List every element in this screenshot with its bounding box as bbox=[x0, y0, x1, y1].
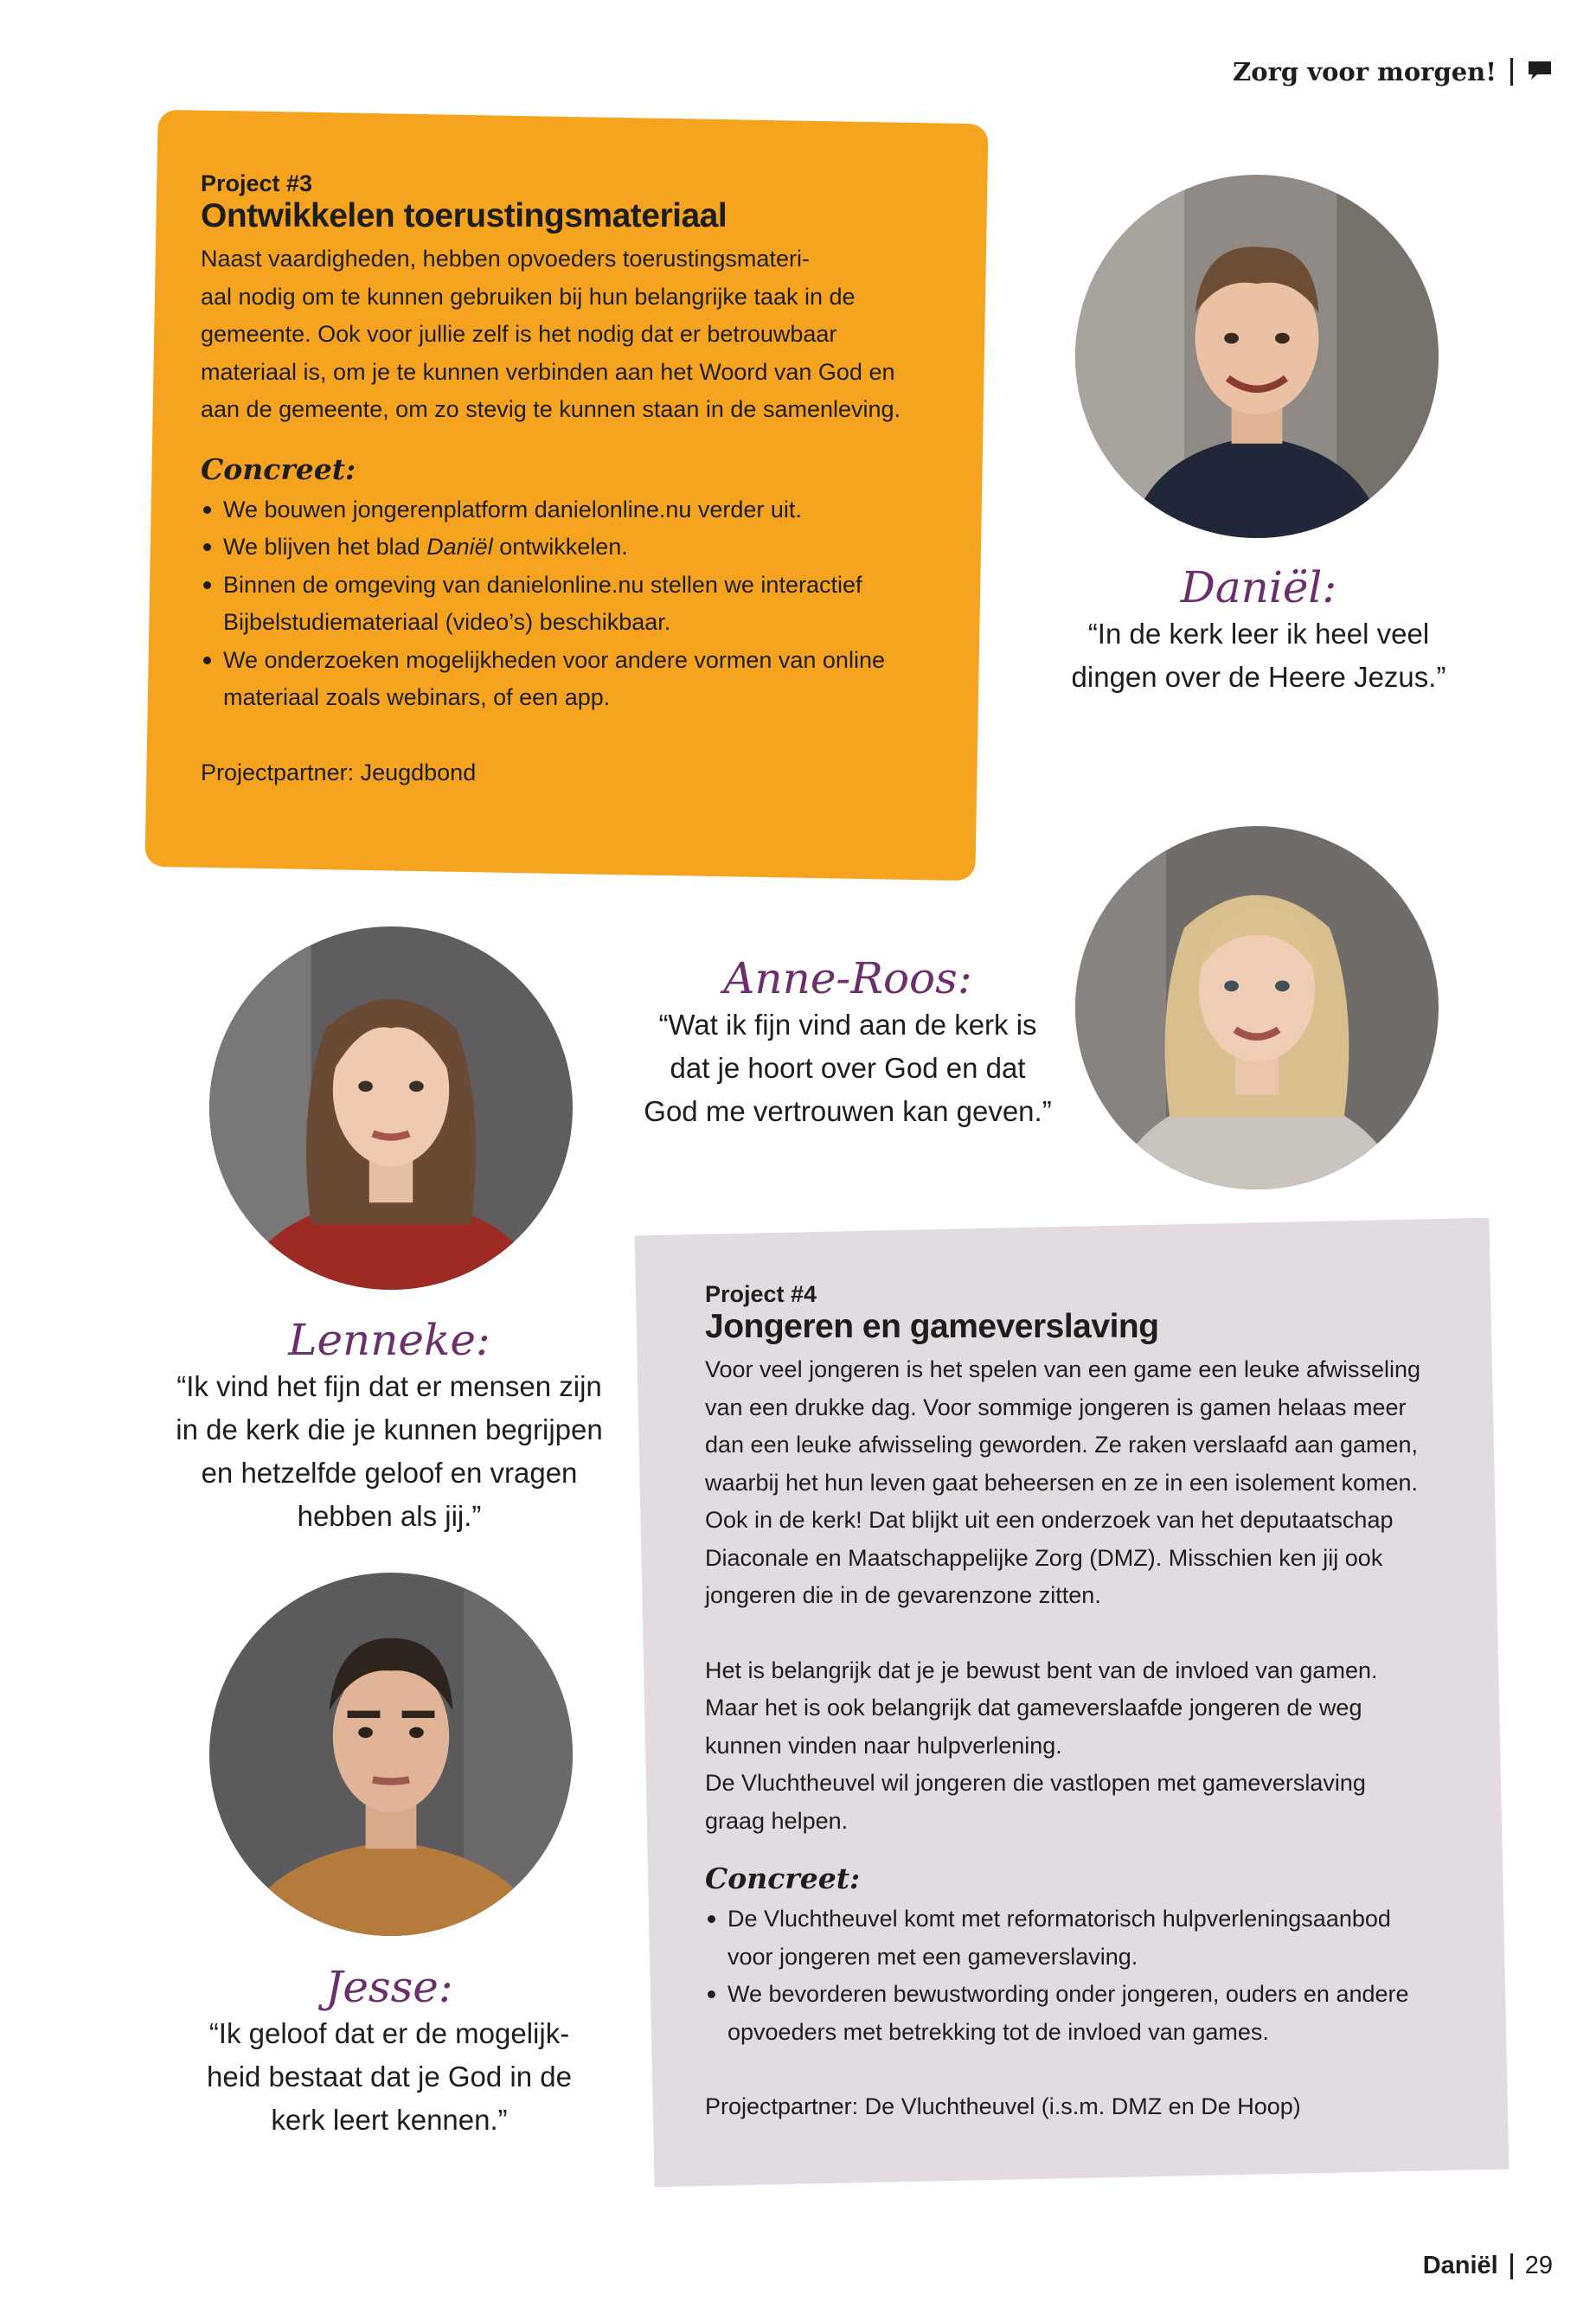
list-item: Binnen de omgeving van danielonline.nu stellen we interactief Bijbelstudiemateriaal (video’s) beschikbaar. bbox=[201, 567, 962, 642]
text-line: aan de gemeente, om zo stevig te kunnen staan in de samenleving. bbox=[201, 396, 901, 422]
photo-jesse bbox=[209, 1573, 573, 1936]
text-line: “Ik vind het fijn dat er mensen zijn bbox=[176, 1370, 602, 1402]
quote-jesse bbox=[156, 1962, 623, 2142]
text-line: Naast vaardigheden, hebben opvoeders toerustingsmateri- bbox=[201, 246, 810, 272]
project3-section bbox=[201, 170, 962, 792]
text-line: De Vluchtheuvel wil jongeren die vastlopen met gameverslaving bbox=[705, 1770, 1366, 1796]
text-line: Maar het is ook belangrijk dat gameverslaafde jongeren de weg bbox=[705, 1695, 1362, 1721]
text-line: God me vertrouwen kan geven.” bbox=[644, 1095, 1052, 1127]
text-line: “Wat ik fijn vind aan de kerk is bbox=[658, 1009, 1037, 1041]
project4-bullet-list bbox=[705, 1900, 1466, 2051]
project3-concreet-heading: Concreet: bbox=[201, 452, 356, 486]
quote-daniel bbox=[1021, 562, 1497, 699]
text-line: Ook in de kerk! Dat blijkt uit een onderzoek van het deputaatschap bbox=[705, 1507, 1394, 1533]
list-item: We bouwen jongerenplatform danielonline.nu verder uit. bbox=[201, 491, 962, 529]
speech-bubble-icon bbox=[1527, 57, 1553, 87]
text-line: kunnen vinden naar hulpverlening. bbox=[705, 1732, 1062, 1759]
text-line: van een drukke dag. Voor sommige jongeren is gamen helaas meer bbox=[705, 1394, 1407, 1420]
list-item: De Vluchtheuvel komt met reformatorisch hulpverleningsaanbod voor jongeren met een gameverslaving. bbox=[705, 1900, 1466, 1976]
project4-paragraph-1 bbox=[705, 1351, 1466, 1615]
photo-anne-roos bbox=[1075, 826, 1439, 1189]
project3-title: Ontwikkelen toerustingsmateriaal bbox=[201, 197, 727, 234]
text-line: dingen over de Heere Jezus.” bbox=[1071, 661, 1446, 693]
text-line: gemeente. Ook voor jullie zelf is het nodig dat er betrouwbaar bbox=[201, 321, 837, 347]
project3-bullet-list bbox=[201, 491, 962, 717]
text-line: jongeren die in de gevarenzone zitten. bbox=[705, 1582, 1101, 1608]
running-header-title: Zorg voor morgen! bbox=[1233, 57, 1497, 87]
footer-divider bbox=[1510, 2253, 1513, 2279]
quote-daniel-name: Daniël: bbox=[1180, 562, 1337, 612]
project4-concreet-heading: Concreet: bbox=[705, 1862, 861, 1895]
page-number: 29 bbox=[1524, 2252, 1553, 2279]
text-line: dan een leuke afwisseling geworden. Ze raken verslaafd aan gamen, bbox=[705, 1432, 1419, 1458]
text-line: graag helpen. bbox=[705, 1807, 849, 1834]
project3-partner: Projectpartner: Jeugdbond bbox=[201, 759, 477, 785]
project4-section bbox=[705, 1280, 1466, 2126]
text-line: aal nodig om te kunnen gebruiken bij hun belangrijke taak in de bbox=[201, 283, 856, 310]
text-line: dat je hoort over God en dat bbox=[670, 1052, 1026, 1084]
text-line: Het is belangrijk dat je je bewust bent van de invloed van gamen. bbox=[705, 1657, 1378, 1683]
text-line: hebben als jij.” bbox=[297, 1500, 482, 1532]
running-header bbox=[1233, 57, 1553, 87]
quote-anne-roos-name: Anne-Roos: bbox=[723, 953, 972, 1003]
photo-lenneke bbox=[209, 926, 573, 1290]
text-line: “Ik geloof dat er de mogelijk- bbox=[208, 2017, 570, 2049]
quote-anne-roos bbox=[614, 953, 1081, 1133]
header-divider bbox=[1510, 58, 1513, 86]
project4-partner: Projectpartner: De Vluchtheuvel (i.s.m. DMZ en De Hoop) bbox=[705, 2093, 1301, 2119]
list-item: We bevorderen bewustwording onder jongeren, ouders en andere opvoeders met betrekking tot de invloed van games. bbox=[705, 1976, 1466, 2051]
text-line: “In de kerk leer ik heel veel bbox=[1087, 618, 1430, 650]
quote-lenneke bbox=[156, 1315, 623, 1538]
footer-magazine-name: Daniël bbox=[1422, 2252, 1498, 2279]
project4-title: Jongeren en gameverslaving bbox=[705, 1308, 1159, 1345]
list-item: We blijven het blad Daniël ontwikkelen. bbox=[201, 529, 962, 567]
text-line: en hetzelfde geloof en vragen bbox=[201, 1457, 578, 1489]
project4-number: Project #4 bbox=[705, 1281, 817, 1307]
text-line: kerk leert kennen.” bbox=[271, 2104, 508, 2136]
project3-intro bbox=[201, 240, 962, 429]
page-footer bbox=[1423, 2252, 1553, 2280]
photo-daniel bbox=[1075, 175, 1439, 538]
list-item: We onderzoeken mogelijkheden voor andere vormen van online materiaal zoals webinars, of een app. bbox=[201, 642, 962, 717]
text-line: in de kerk die je kunnen begrijpen bbox=[176, 1413, 603, 1445]
text-line: materiaal is, om je te kunnen verbinden aan het Woord van God en bbox=[201, 358, 895, 385]
project3-number: Project #3 bbox=[201, 170, 313, 196]
text-line: Voor veel jongeren is het spelen van een game een leuke afwisseling bbox=[705, 1356, 1421, 1382]
text-line: waarbij het hun leven gaat beheersen en ze in een isolement komen. bbox=[705, 1469, 1419, 1496]
text-line: Diaconale en Maatschappelijke Zorg (DMZ). Misschien ken jij ook bbox=[705, 1544, 1383, 1571]
quote-jesse-name: Jesse: bbox=[325, 1962, 453, 2012]
quote-lenneke-name: Lenneke: bbox=[288, 1315, 490, 1365]
text-line: heid bestaat dat je God in de bbox=[207, 2061, 572, 2093]
project4-paragraph-2 bbox=[705, 1652, 1466, 1841]
